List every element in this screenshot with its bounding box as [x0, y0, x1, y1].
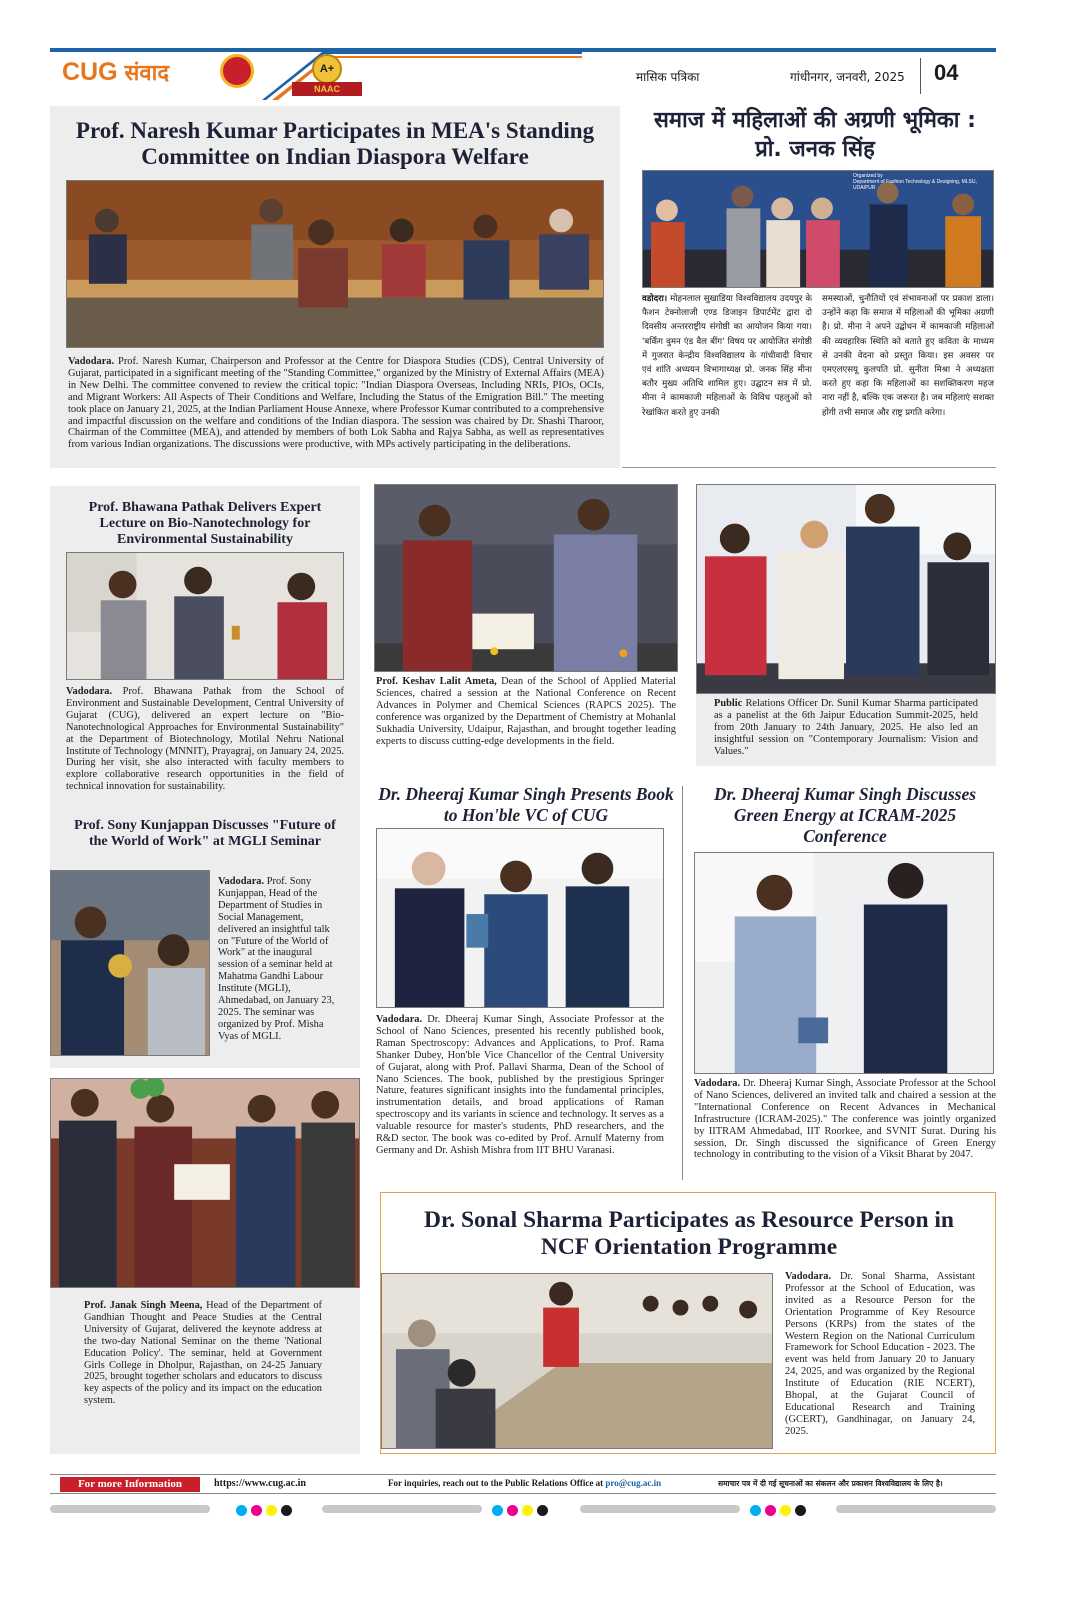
- sunil-body: [714, 698, 978, 758]
- black-dot: [281, 1505, 292, 1516]
- article-body: [68, 356, 604, 451]
- column-divider: [682, 786, 683, 1180]
- footer: [50, 1474, 996, 1494]
- dateline-lead: Prof. Janak Singh Meena,: [84, 1300, 203, 1311]
- dateline-lead: Vadodara.: [218, 876, 265, 887]
- body-text: Dr. Sonal Sharma, Assistant Professor at the School of Education, was invited as a Resource Person for the Orientation Programme of Key Resource Persons (KRPs) from the states of the Western Region on the National Curriculum Framework for School Education - 2023. The event was held from January 20 to January 24, 2025, and was organized by the Regional Institute of Education (RIE NCERT), Bhopal, at the Gujarat Council of Educational Research and Training (GCERT), Gandhinagar, on January 24, 2025.: [785, 1271, 975, 1437]
- photo-seminar-stage: [642, 170, 994, 288]
- bhawana-title: Prof. Bhawana Pathak Delivers Expert Lecture on Bio-Nanotechnology for Environmental Sustainability: [88, 500, 322, 547]
- banner-text: [853, 173, 993, 191]
- magenta-dot: [765, 1505, 776, 1516]
- photo-ncf-programme: [381, 1273, 773, 1449]
- keshav-body: [376, 676, 676, 747]
- yellow-dot: [780, 1505, 791, 1516]
- body-text: Dr. Dheeraj Kumar Singh, Associate Professor at the School of Nano Sciences, presented his recently published book, Raman Spectroscopy: Advances and Applications, to Prof. Rama Shanker Dubey, Hon'ble Vice Chancellor of the Central University of Gujarat, along with Prof. Pallavi Sharma, Dean of the School of Nano Sciences. The book, published by the prestigious Springer Nature, features significant insights into the fundamental principles, instrumentation details, and broad applications of Raman spectroscopy and its variants in science and technology. It serves as a valuable resource for master's students, PhD researchers, and the R&D sector. The book was co-edited by Prof. Arnulf Materny from Germany and Dr. Ashish Mishra from IIT BHU Varanasi.: [376, 1014, 664, 1156]
- sony-title: Prof. Sony Kunjappan Discusses "Future of the World of Work" at MGLI Seminar: [74, 818, 336, 849]
- dateline-lead: Public: [714, 698, 743, 709]
- column-1: [642, 292, 812, 420]
- grey-strip-3: [580, 1505, 740, 1513]
- dheeraj-book-body: [376, 1014, 664, 1157]
- dateline-lead: वडोदरा।: [642, 294, 668, 304]
- dateline-lead: Vadodara.: [376, 1014, 423, 1025]
- color-dots-2: [492, 1503, 572, 1515]
- body-text: Head of the Department of Gandhian Thought and Peace Studies at the Central University of Gujarat, delivered the keynote address at the two-day National Seminar on the theme 'National Education Policy'. The seminar, held at Government Girls College in Dholpur, Rajasthan, on 24-25 January 2025, brought together scholars and educators to discuss key aspects of the policy and its impact on the education system.: [84, 1300, 322, 1407]
- magenta-dot: [507, 1505, 518, 1516]
- grey-strip-2: [322, 1505, 482, 1513]
- photo-janak-meena-seminar: [50, 1078, 360, 1288]
- body-text: Prof. Bhawana Pathak from the School of Environment and Sustainable Development, Central University of Gujarat (CUG), delivered an expert lecture on "Bio-Nanotechnological Approaches for Environmental Sustainability" at the Department of Biotechnology, Motilal Nehru National Institute of Technology (MNNIT), Prayagraj, on January 24, 2025. During her visit, she also interacted with faculty members to explore collaborative research opportunities in the field of technical innovation for sustainability.: [66, 686, 344, 793]
- brand-hindi: संवाद: [124, 61, 169, 86]
- masthead-divider: [920, 58, 921, 94]
- black-dot: [537, 1505, 548, 1516]
- column-2: समस्याओं, चुनौतियों एवं संभावनाओं पर प्रकाश डाला। उन्होंने कहा कि समाज में महिलाओं की भूमिका अग्रणी है। प्रो. मीना ने अपने उद्बोधन में कामकाजी महिलाओं की व्यवहारिक स्थिति को बताते हुए कविता के माध्यम से उनकी वेदना को प्रस्तुत किया। इस अवसर पर एमएलएसयू कुलपति प्रो. सुनीता मिश्रा ने अध्यक्षता करते हुए कहा कि महिलाओं का सशक्तिकरण महज नारा नहीं है, बल्कि एक जरूरत है। जब महिलाएं सशक्त होंगी तभी समाज और राष्ट्र प्रगति करेगा।: [822, 294, 994, 418]
- disclaimer: समाचार पत्र में दी गई सूचनाओं का संकलन और प्रकाशन विश्वविद्यालय के लिए है।: [718, 1479, 943, 1488]
- article-naresh: [50, 106, 620, 468]
- dateline-lead: Vadodara.: [694, 1078, 741, 1089]
- photo-bhawana-lecture: [66, 552, 344, 680]
- cyan-dot: [492, 1505, 503, 1516]
- dheeraj-icram-body: [694, 1078, 996, 1161]
- dateline: गांधीनगर, जनवरी, 2025: [790, 70, 905, 84]
- sonal-body: [785, 1271, 975, 1438]
- naac-badge: [290, 54, 364, 100]
- cyan-dot: [750, 1505, 761, 1516]
- bhawana-body: [66, 686, 344, 793]
- photo-keshav-award: [374, 484, 678, 672]
- inquiry-label: For inquiries, reach out to the Public Relations Office at: [388, 1478, 604, 1488]
- cyan-dot: [236, 1505, 247, 1516]
- naac-ribbon: NAAC: [292, 82, 362, 96]
- col1-text: मोहनलाल सुखाडिया विश्वविद्यालय उदयपुर के फैशन टेक्नोलाजी एण्ड डिजाइन डिपार्टमेंट द्वारा दो दिवसीय अन्तरराष्ट्रीय संगोष्ठी का आयोजन किया गया। 'बर्किंग वुमन एंड वैल बींग' विषय पर आयोजित संगोष्ठी में गुजरात केन्द्रीय विश्वविद्यालय के गांधीवादी विचार एवं शांति अध्ययन विभागाध्यक्ष प्रो. जनक सिंह मीना बतौर मुख्य अतिथि शामिल हुए। उद्घाटन सत्र में प्रो. मीना ने कामकाजी महिलाओं के विविध पहलुओं को रेखांकित करते हुए उनकी: [642, 294, 812, 418]
- body-text: Relations Officer Dr. Sunil Kumar Sharma participated as a panelist at the 6th Jaipur Education Summit-2025, held from 20th January to 24th January, 2025. He also led an insightful session on "Contemporary Journalism: Vision and Values.": [714, 698, 978, 757]
- photo-sunil-summit: [696, 484, 996, 694]
- body-text: Prof. Naresh Kumar, Chairperson and Professor at the Centre for Diaspora Studies (CDS), Central University of Gujarat, participated in a significant meeting of the "Standing Committee," organized by the Ministry of External Affairs (MEA) in New Delhi. The committee convened to review the critical topic: "Indian Diaspora Overseas, Including NRIs, PIOs, OCIs, and Migrant Workers: All Aspects of Their Conditions and Welfare, Including the Status of the Emigration Bill." The meeting took place on January 21, 2025, at the Indian Parliament House Annexe, where Professor Kumar contributed to a comprehensive and impactful discussion on the welfare and conditions of the Indian diaspora. The session was chaired by Dr. Shashi Tharoor, Chairman of the Committee (MEA), and attended by members of both Lok Sabha and Rajya Sabha, as well as representatives from various Indian organizations. The discussions were productive, with MPs actively participating in the deliberations.: [68, 356, 604, 451]
- photo-book-presentation: [376, 828, 664, 1008]
- dheeraj-book-title: Dr. Dheeraj Kumar Singh Presents Book to Hon'ble VC of CUG: [378, 784, 674, 825]
- dateline-lead: Vadodara.: [66, 686, 113, 697]
- photo-parliament-meeting: [66, 180, 604, 348]
- grey-strip-4: [836, 1505, 996, 1513]
- color-dots-1: [236, 1503, 316, 1515]
- website-link[interactable]: https://www.cug.ac.in: [214, 1478, 306, 1489]
- masthead: [50, 48, 996, 100]
- brand-logo: [62, 56, 169, 88]
- monthly-label: मासिक पत्रिका: [636, 70, 700, 84]
- article-janak-meena: [50, 1078, 360, 1454]
- yellow-dot: [266, 1505, 277, 1516]
- body-text: Prof. Sony Kunjappan, Head of the Department of Studies in Social Management, delivered an insightful talk on "Future of the World of Work" at the inaugural session of a seminar held at Mahatma Gandhi Labour Institute (MGLI), Ahmedabad, on January 23, 2025. The seminar was organized by Prof. Misha Vyas of MGLI.: [218, 876, 335, 1042]
- banner-line-2: Department of Fashion Technology & Designing, MLSU, UDAIPUR: [853, 179, 977, 191]
- article-janak-hindi: [622, 106, 996, 468]
- article-title: Prof. Naresh Kumar Participates in MEA's Standing Committee on Indian Diaspora Welfare: [75, 118, 595, 169]
- sony-body: [218, 876, 342, 1043]
- dateline-lead: Vadodara.: [785, 1271, 832, 1282]
- university-emblem-icon: [220, 54, 254, 88]
- janak-meena-body: [84, 1300, 322, 1407]
- inquiry-text: [388, 1478, 661, 1488]
- magenta-dot: [251, 1505, 262, 1516]
- article-sunil: [696, 484, 996, 766]
- email-link[interactable]: pro@cug.ac.in: [605, 1478, 662, 1488]
- more-info-label: For more Information: [60, 1477, 200, 1492]
- article-sonal: [380, 1192, 996, 1454]
- black-dot: [795, 1505, 806, 1516]
- article-title: Dr. Sonal Sharma Participates as Resource Person in NCF Orientation Programme: [423, 1207, 955, 1260]
- yellow-dot: [522, 1505, 533, 1516]
- brand-cug: CUG: [62, 58, 118, 86]
- body-text: Dean of the School of Applied Material Sciences, chaired a session at the National Conference on Recent Advances in Polymer and Chemical Sciences (RAPCS 2025). The conference was organized by the Department of Chemistry at Mohanlal Sukhadia University, Udaipur, Rajasthan, and brought together leading experts to discuss cutting-edge developments in the field.: [376, 676, 676, 747]
- grey-strip-1: [50, 1505, 210, 1513]
- article-title: समाज में महिलाओं की अग्रणी भूमिका : प्रो. जनक सिंह: [654, 108, 976, 162]
- registration-bar: [50, 1502, 996, 1516]
- body-text: Dr. Dheeraj Kumar Singh, Associate Professor at the School of Nano Sciences, delivered an invited talk and chaired a session at the "International Conference on Recent Advances in Mechanical Infrastructure (ICRAM-2025)." The conference was jointly organized by IITRAM Ahmedabad, IIT Roorkee, and SVNIT Surat. During his session, Dr. Singh discussed the significance of Green Energy technology in contributing to the vision of a Viksit Bharat by 2047.: [694, 1078, 996, 1161]
- color-dots-3: [750, 1503, 830, 1515]
- dateline-lead: Prof. Keshav Lalit Ameta,: [376, 676, 497, 687]
- page-number: 04: [934, 60, 959, 85]
- photo-sony-seminar: [50, 870, 210, 1056]
- dheeraj-icram-title: Dr. Dheeraj Kumar Singh Discusses Green Energy at ICRAM-2025 Conference: [713, 784, 977, 846]
- dateline-lead: Vadodara.: [68, 356, 115, 367]
- photo-icram-award: [694, 852, 994, 1074]
- naac-medal-icon: A+: [312, 54, 342, 84]
- banner-line-1: Organized by: [853, 173, 883, 179]
